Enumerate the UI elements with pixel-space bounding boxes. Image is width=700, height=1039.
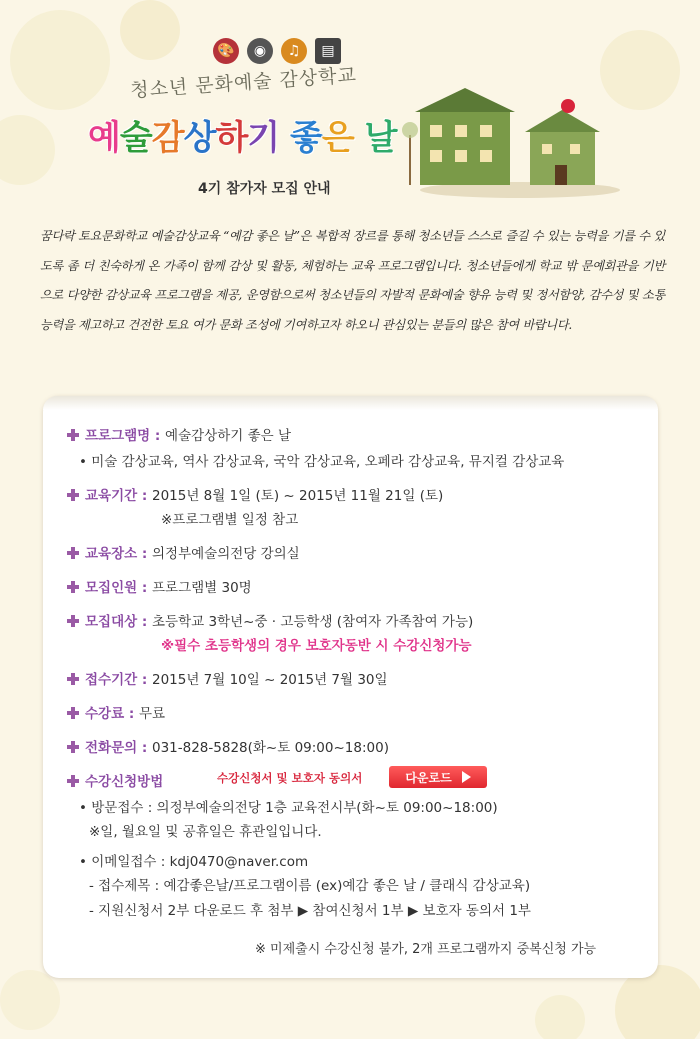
recruit-heading: 4기 참가자 모집 안내 (198, 181, 331, 197)
capacity-value: 프로그램별 30명 (151, 580, 252, 596)
plus-icon (67, 741, 79, 753)
title-char: 하 (215, 118, 248, 158)
label-colon: : (137, 672, 152, 688)
program-label: 프로그램명 (85, 428, 151, 444)
method-row (67, 770, 163, 790)
title-char: 은 (321, 118, 354, 158)
period-row (67, 484, 443, 504)
card-top-shade (43, 396, 658, 410)
period-note: ※프로그램별 일정 참고 (161, 512, 299, 528)
title-char: 기 (247, 118, 280, 158)
info-card (43, 396, 658, 978)
title-space (279, 118, 290, 158)
method-label: 수강신청방법 (85, 774, 164, 790)
subtitle: 청소년 문화예술 감상학교 (129, 64, 358, 102)
label-colon: : (150, 428, 166, 444)
place-value: 의정부예술의전당 강의실 (151, 546, 300, 562)
phone-value: 031-828-5828(화~토 09:00~18:00) (151, 740, 389, 756)
title-char: 술 (119, 118, 152, 158)
label-colon: : (137, 580, 152, 596)
apply-period-row (67, 668, 388, 688)
target-label: 모집대상 (85, 614, 138, 630)
download-button[interactable] (389, 766, 487, 788)
label-colon: : (137, 546, 152, 562)
header (0, 0, 700, 210)
icon-row (213, 38, 341, 64)
plus-icon (67, 429, 79, 441)
target-note: ※필수 초등학생의 경우 보호자동반 시 수강신청가능 (161, 638, 472, 654)
footer-note: ※ 미제출시 수강신청 불가, 2개 프로그램까지 중복신청 가능 (255, 942, 597, 957)
title-space (354, 118, 365, 158)
download-button-label: 다운로드 (405, 770, 452, 785)
phone-label: 전화문의 (85, 740, 138, 756)
play-arrow-icon (462, 771, 471, 783)
place-label: 교육장소 (85, 546, 138, 562)
plus-icon (67, 673, 79, 685)
title-char: 날 (364, 118, 397, 158)
capacity-label: 모집인원 (85, 580, 138, 596)
label-colon: : (124, 706, 139, 722)
period-label: 교육기간 (85, 488, 138, 504)
program-value: 예술감상하기 좋은 날 (165, 428, 291, 444)
fee-value: 무료 (138, 706, 166, 722)
visit-info: • 방문접수 : 의정부예술의전당 1층 교육전시부(화~토 09:00~18:00) (79, 800, 498, 816)
program-row (67, 424, 291, 444)
period-value: 2015년 8월 1일 (토) ~ 2015년 11월 21일 (토) (151, 488, 444, 504)
apply-period-value: 2015년 7월 10일 ~ 2015년 7월 30일 (151, 672, 388, 688)
label-colon: : (137, 740, 152, 756)
clapperboard-icon: ▤ (315, 38, 341, 64)
plus-icon (67, 581, 79, 593)
plus-icon (67, 489, 79, 501)
email-subject: - 접수제목 : 예감좋은날/프로그램이름 (ex)예감 좋은 날 / 클래식 감상교육) (89, 878, 531, 894)
label-colon: : (137, 614, 152, 630)
target-value: 초등학교 3학년~중 · 고등학생 (참여자 가족참여 가능) (151, 614, 474, 630)
apply-period-label: 접수기간 (85, 672, 138, 688)
visit-note: ※일, 월요일 및 공휴일은 휴관일입니다. (89, 824, 322, 840)
title-char: 좋 (290, 118, 322, 158)
intro-paragraph: 꿈다락 토요문화학교 예술감상교육 “예감 좋은 날”은 복합적 장르를 통해 청소년들 스스로 즐길 수 있는 능력을 기를 수 있도록 좀 더 친숙하게 온 가족이 함께 감상 및 활동, 체험하는 교육 프로그램입니다. 청소년들에게 학교 밖 문예회관을 기반으로 다양한 감상교육 프로그램을 제공, 운영함으로써 청소년들의 자발적 문화예술 향유 능력 및 정서함양, 감수성 및 소통능력을 제고하고 건전한 토요 여가 문화 조성에 기여하고자 하오니 관심있는 분들의 많은 참여 바랍니다. (40, 229, 665, 332)
title-char: 감 (151, 118, 184, 158)
target-row (67, 610, 473, 630)
fee-row (67, 702, 165, 722)
plus-icon (67, 615, 79, 627)
fee-label: 수강료 (85, 706, 125, 722)
houses-illustration (400, 80, 620, 200)
plus-icon (67, 775, 79, 787)
capacity-row (67, 576, 252, 596)
label-colon: : (137, 488, 152, 504)
forms-label: 수강신청서 및 보호자 동의서 (217, 771, 363, 785)
title-char: 예 (88, 118, 120, 158)
palette-icon: 🎨 (213, 38, 239, 64)
phone-row (67, 736, 389, 756)
music-note-icon: ♫ (281, 38, 307, 64)
place-row (67, 542, 300, 562)
film-reel-icon: ◉ (247, 38, 273, 64)
program-list: • 미술 감상교육, 역사 감상교육, 국악 감상교육, 오페라 감상교육, 뮤지컬 감상교육 (79, 454, 565, 470)
plus-icon (67, 707, 79, 719)
main-title (88, 110, 396, 159)
email-info: • 이메일접수 : kdj0470@naver.com (79, 854, 309, 870)
email-attach: - 지원신청서 2부 다운로드 후 첨부 ▶ 참여신청서 1부 ▶ 보호자 동의서 1부 (89, 903, 531, 919)
plus-icon (67, 547, 79, 559)
title-char: 상 (183, 118, 216, 158)
